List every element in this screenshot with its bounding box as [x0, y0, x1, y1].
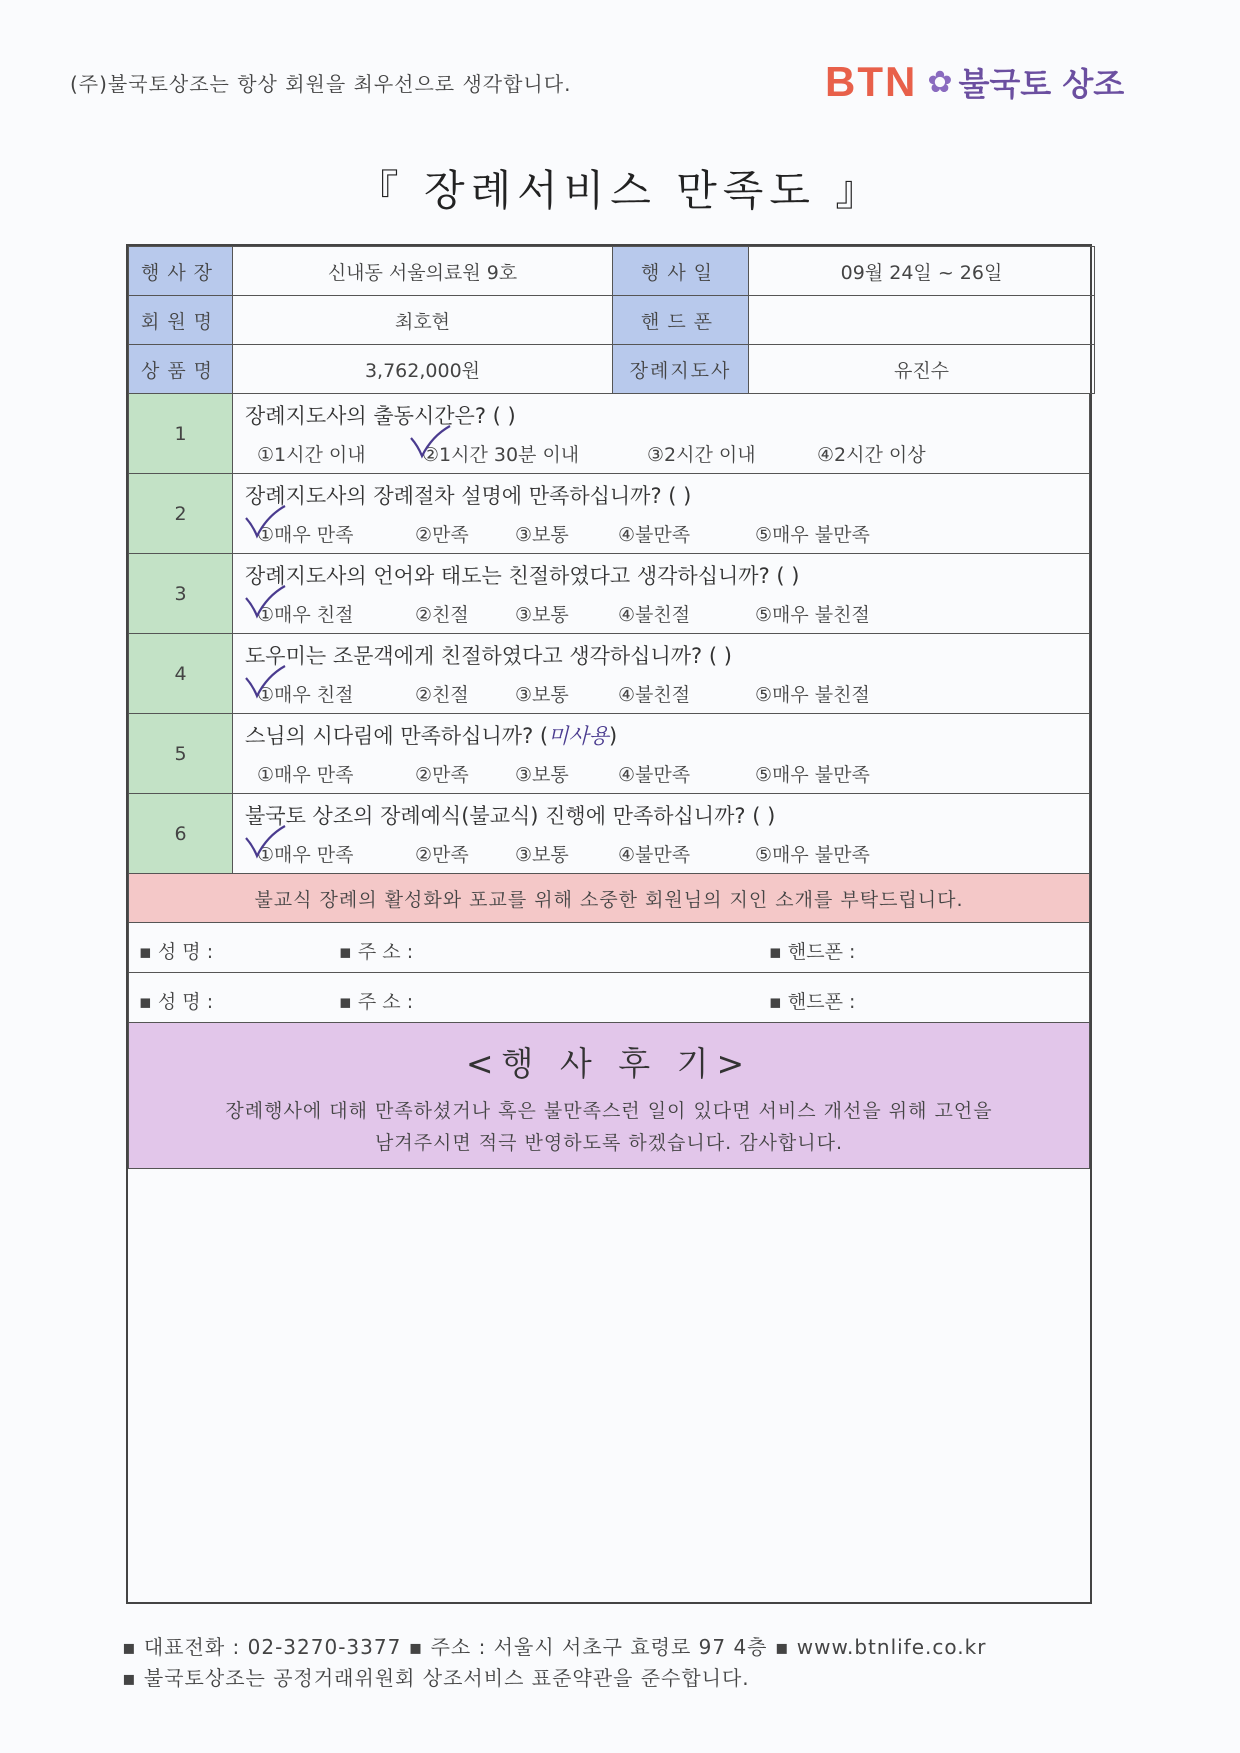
director-label: 장례지도사: [613, 345, 749, 394]
question-row: [129, 714, 1090, 794]
referral-table: [128, 873, 1090, 1169]
date-value: 09월 24일 ~ 26일: [749, 247, 1095, 296]
question-label: 장례지도사의 장례절차 설명에 만족하십니까? ( ): [245, 484, 692, 508]
answer-option[interactable]: ②친절: [415, 684, 469, 706]
question-label: 도우미는 조문객에게 친절하였다고 생각하십니까? ( ): [245, 644, 732, 668]
question-label: 장례지도사의 언어와 태도는 친절하였다고 생각하십니까? ( ): [245, 564, 800, 588]
answer-option[interactable]: ⑤매우 불만족: [755, 764, 870, 786]
review-instruction-1: 장례행사에 대해 만족하셨거나 혹은 불만족스런 일이 있다면 서비스 개선을 위해 고언을: [225, 1100, 993, 1122]
answer-options: [245, 440, 1077, 467]
answer-option[interactable]: ⑤매우 불만족: [755, 524, 870, 546]
question-number: 5: [129, 714, 233, 794]
member-label: 회원명: [129, 296, 233, 345]
question-cell: [233, 714, 1090, 794]
question-row: [129, 634, 1090, 714]
answer-option[interactable]: ③2시간 이내: [647, 444, 756, 466]
referral-row-1: [129, 923, 1090, 973]
answer-options: [245, 760, 1077, 787]
answer-options: [245, 600, 1077, 627]
venue-value: 신내동 서울의료원 9호: [233, 247, 613, 296]
answer-option[interactable]: ④불만족: [618, 524, 691, 546]
answer-option[interactable]: ①1시간 이내: [257, 444, 366, 466]
answer-option[interactable]: ④불만족: [618, 844, 691, 866]
logo-brand-text: 불국토 상조: [958, 65, 1125, 103]
table-row: [129, 345, 1095, 394]
questions-table: [128, 393, 1090, 874]
table-row: [129, 296, 1095, 345]
question-row: [129, 394, 1090, 474]
question-number: 2: [129, 474, 233, 554]
product-value: 3,762,000원: [233, 345, 613, 394]
answer-option[interactable]: ③보통: [515, 684, 569, 706]
answer-option[interactable]: ④불친절: [618, 684, 691, 706]
question-cell: [233, 634, 1090, 714]
flower-icon: ✿: [927, 64, 953, 100]
question-text: [245, 720, 1077, 750]
answer-option[interactable]: ②친절: [415, 604, 469, 626]
answer-option[interactable]: ①매우 친절: [257, 604, 354, 626]
answer-option[interactable]: ②1시간 30분 이내: [422, 444, 580, 466]
info-table: [128, 246, 1095, 394]
product-label: 상품명: [129, 345, 233, 394]
review-section: [129, 1023, 1090, 1169]
question-text: [245, 640, 1077, 670]
footer-contact: ▪ 대표전화 : 02-3270-3377 ▪ 주소 : 서울시 서초구 효령로 97 4층 ▪ www.btnlife.co.kr: [122, 1635, 987, 1659]
answer-option[interactable]: ③보통: [515, 844, 569, 866]
answer-option[interactable]: ④불만족: [618, 764, 691, 786]
answer-option[interactable]: ②만족: [415, 844, 469, 866]
answer-option[interactable]: ⑤매우 불만족: [755, 844, 870, 866]
answer-options: [245, 680, 1077, 707]
referral-phone-label: ▪ 핸드폰 :: [769, 941, 856, 963]
phone-label: 핸드폰: [613, 296, 749, 345]
logo-btn-text: BTN: [825, 58, 918, 105]
director-value: 유진수: [749, 345, 1095, 394]
footer-notice: ▪ 불국토상조는 공정거래위원회 상조서비스 표준약관을 준수합니다.: [122, 1666, 750, 1690]
handwritten-answer: 미사용: [548, 724, 609, 748]
date-label: 행사일: [613, 247, 749, 296]
review-instruction-2: 남겨주시면 적극 반영하도록 하겠습니다. 감사합니다.: [374, 1132, 844, 1154]
referral-notice: 불교식 장례의 활성화와 포교를 위해 소중한 회원님의 지인 소개를 부탁드립니다.: [129, 874, 1090, 923]
question-cell: [233, 474, 1090, 554]
referral-address-label: ▪ 주 소 :: [339, 941, 414, 963]
answer-option[interactable]: ②만족: [415, 524, 469, 546]
answer-option[interactable]: ①매우 만족: [257, 844, 354, 866]
venue-label: 행사장: [129, 247, 233, 296]
question-number: 3: [129, 554, 233, 634]
answer-option[interactable]: ②만족: [415, 764, 469, 786]
question-cell: [233, 794, 1090, 874]
question-label: 스님의 시다림에 만족하십니까? (: [245, 724, 549, 748]
question-text: [245, 480, 1077, 510]
question-text: [245, 800, 1077, 830]
form-title: 『 장례서비스 만족도 』: [356, 166, 884, 215]
answer-option[interactable]: ④불친절: [618, 604, 691, 626]
phone-value[interactable]: [749, 296, 1095, 345]
answer-options: [245, 840, 1077, 867]
btn-logo: [825, 58, 1124, 106]
referral-row-2: [129, 973, 1090, 1023]
question-row: [129, 474, 1090, 554]
company-tagline: (주)불국토상조는 항상 회원을 최우선으로 생각합니다.: [70, 72, 572, 96]
referral-address-label: ▪ 주 소 :: [339, 991, 414, 1013]
answer-option[interactable]: ③보통: [515, 604, 569, 626]
answer-option[interactable]: ③보통: [515, 764, 569, 786]
member-value: 최호현: [233, 296, 613, 345]
referral-phone-label: ▪ 핸드폰 :: [769, 991, 856, 1013]
question-number: 6: [129, 794, 233, 874]
question-label-end: ): [608, 724, 618, 748]
question-cell: [233, 554, 1090, 634]
answer-option[interactable]: ①매우 친절: [257, 684, 354, 706]
question-cell: [233, 394, 1090, 474]
answer-option[interactable]: ①매우 만족: [257, 524, 354, 546]
question-number: 1: [129, 394, 233, 474]
answer-option[interactable]: ⑤매우 불친절: [755, 604, 870, 626]
referral-name-label: ▪ 성 명 :: [139, 941, 214, 963]
question-label: 불국토 상조의 장례예식(불교식) 진행에 만족하십니까? ( ): [245, 804, 776, 828]
question-text: [245, 400, 1077, 430]
table-row: [129, 247, 1095, 296]
question-row: [129, 554, 1090, 634]
referral-name-label: ▪ 성 명 :: [139, 991, 214, 1013]
question-number: 4: [129, 634, 233, 714]
answer-options: [245, 520, 1077, 547]
question-text: [245, 560, 1077, 590]
answer-option[interactable]: ①매우 만족: [257, 764, 354, 786]
answer-option[interactable]: ④2시간 이상: [817, 444, 926, 466]
question-row: [129, 794, 1090, 874]
review-title: <행 사 후 기>: [465, 1044, 753, 1083]
survey-form: [126, 244, 1092, 1604]
answer-option[interactable]: ③보통: [515, 524, 569, 546]
question-label: 장례지도사의 출동시간은? ( ): [245, 404, 516, 428]
review-writing-area[interactable]: [128, 1169, 1090, 1609]
answer-option[interactable]: ⑤매우 불친절: [755, 684, 870, 706]
